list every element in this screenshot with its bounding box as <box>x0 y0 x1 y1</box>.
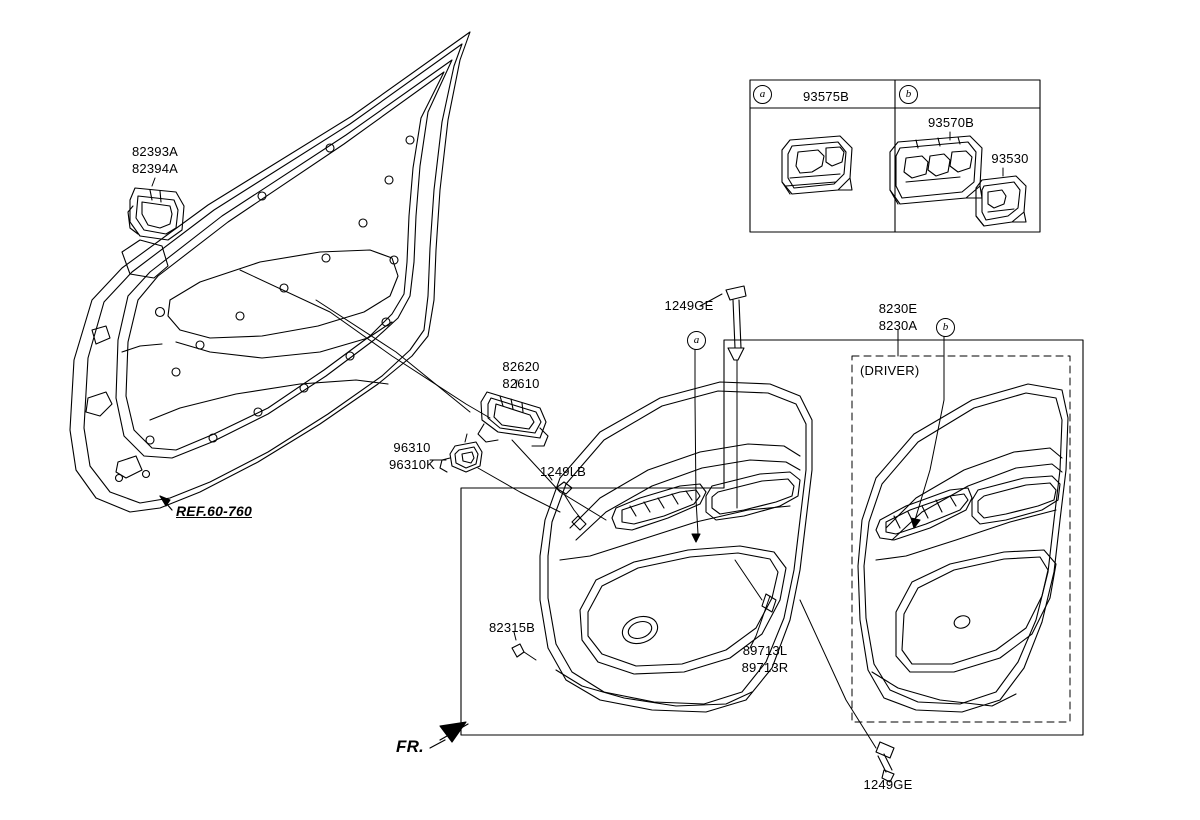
reference-label: REF.60-760 <box>176 503 252 519</box>
callout-8230e: 8230E <box>878 301 918 316</box>
callout-8230a: 8230A <box>878 318 918 333</box>
callout-96310: 96310 <box>393 440 431 455</box>
callout-1249lb: 1249LB <box>539 464 587 479</box>
callout-96310k: 96310K <box>388 457 436 472</box>
driver-note: (DRIVER) <box>860 363 920 378</box>
marker-a-main: a <box>687 331 706 350</box>
callout-82315b: 82315B <box>488 620 536 635</box>
callout-1249ge-bottom: 1249GE <box>863 777 913 792</box>
callout-82393a: 82393A <box>131 144 179 159</box>
callout-82610: 82610 <box>502 376 540 391</box>
legend-part-93570b: 93570B <box>927 115 975 130</box>
callout-89713r: 89713R <box>741 660 789 675</box>
marker-b-legend: b <box>899 85 918 104</box>
marker-b-main: b <box>936 318 955 337</box>
callout-82394a: 82394A <box>131 161 179 176</box>
callout-89713l: 89713L <box>742 643 788 658</box>
legend-part-93575b: 93575B <box>802 89 850 104</box>
marker-a-legend: a <box>753 85 772 104</box>
callout-1249ge-top: 1249GE <box>664 298 714 313</box>
callout-82620: 82620 <box>502 359 540 374</box>
legend-part-93530: 93530 <box>991 151 1029 166</box>
orientation-marker: FR. <box>396 737 424 756</box>
